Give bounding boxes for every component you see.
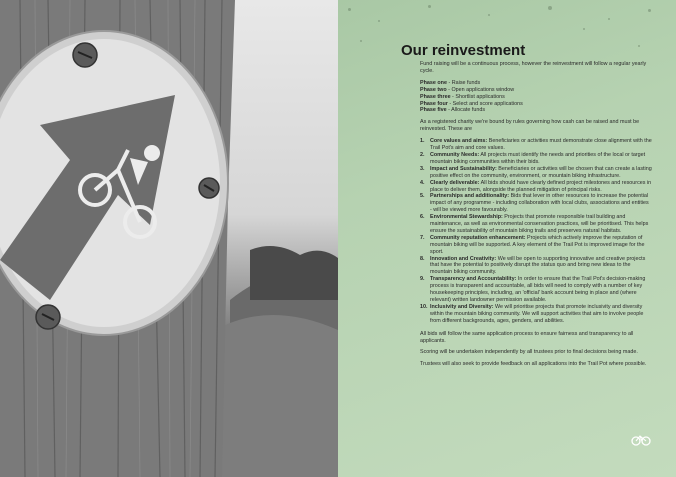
intro-paragraph: Fund raising will be a continuous process, however the reinvestment will follow a regular yearly cycle. bbox=[420, 61, 647, 74]
phase-item: Phase four - Select and score applications bbox=[420, 100, 523, 107]
body-text bbox=[420, 61, 652, 373]
rule-item: 10. Inclusivity and Diversity: We will prioritise projects that promote inclusivity and diversity within the mountain biking community. We will support activities that aim to involve people from different backgrounds, ages, genders, and abilities. bbox=[420, 303, 644, 324]
phase-item: Phase three - Shortlist applications bbox=[420, 93, 505, 100]
phase-item: Phase five - Allocate funds bbox=[420, 107, 486, 114]
rule-item: 3. Impact and Sustainability: Beneficiaries or activities will be chosen that can create a lasting positive effect on the community, environment, or mountain biking infrastructure. bbox=[420, 165, 652, 179]
rule-item: 8. Innovation and Creativity: We will be open to supporting innovative and creative projects that have the potential to positively disrupt the status quo and bring new ideas to the mountain biking community. bbox=[420, 255, 646, 276]
rules-intro: As a registered charity we're bound by rules governing how cash can be raised and must be reinvested. These are bbox=[420, 119, 640, 133]
rule-item: 2. Community Needs: All projects must identify the needs and priorities of the local or target mountain biking communities within their bids. bbox=[420, 151, 646, 165]
rule-item: 5. Partnerships and additionality: Bids that lever in other resources to increase the potential impact of any programme - including collaboration with local clubs, associations and entities - will be viewed more favourably. bbox=[420, 193, 649, 214]
rule-item: 6. Environmental Stewardship: Projects that promote responsible trail building and maintenance, as well as environmental conservation practices, will be prioritised. This helps ensure the sustainability of mountain biking trails and preserves natural habitats. bbox=[420, 214, 649, 234]
phase-item: Phase two - Open applications window bbox=[420, 86, 515, 93]
phase-item: Phase one - Raise funds bbox=[420, 79, 481, 86]
closing-paragraph: All bids will follow the same application process to ensure fairness and transparency to all applicants. bbox=[420, 330, 634, 344]
phase-list bbox=[420, 80, 652, 115]
rule-item: 9. Transparency and Accountability: In order to ensure that the Trail Pot's decision-making process is transparent and accountable, all bids will need to comply with a number of key housekeeping principles, including, an 'official' bank account being in place and (where relevant) written landowner permission available. bbox=[420, 276, 646, 303]
rule-item: 4. Clearly deliverable: All bids should have clearly defined project milestones and resources in place to deliver them, alongside the planned mitigation of principal risks. bbox=[420, 179, 652, 193]
rule-item: 7. Community reputation enhancement: Projects which actively improve the reputation of mountain biking will be supported. A key element of the Trail Pot is improved image for the sport. bbox=[420, 234, 645, 255]
rule-item: 1. Core values and aims: Beneficiaries or activities must demonstrate close alignment with the Trail Pot's aim and core values. bbox=[420, 138, 652, 152]
closing-paragraph: Scoring will be undertaken independently by all trustees prior to final decisions being made. bbox=[420, 349, 638, 356]
closing-paragraph: Trustees will also seek to provide feedback on all applications into the Trail Pot where possible. bbox=[420, 361, 647, 368]
page-title: Our reinvestment bbox=[401, 42, 526, 59]
rules-list bbox=[420, 138, 652, 324]
bike-logo-icon bbox=[631, 434, 651, 446]
